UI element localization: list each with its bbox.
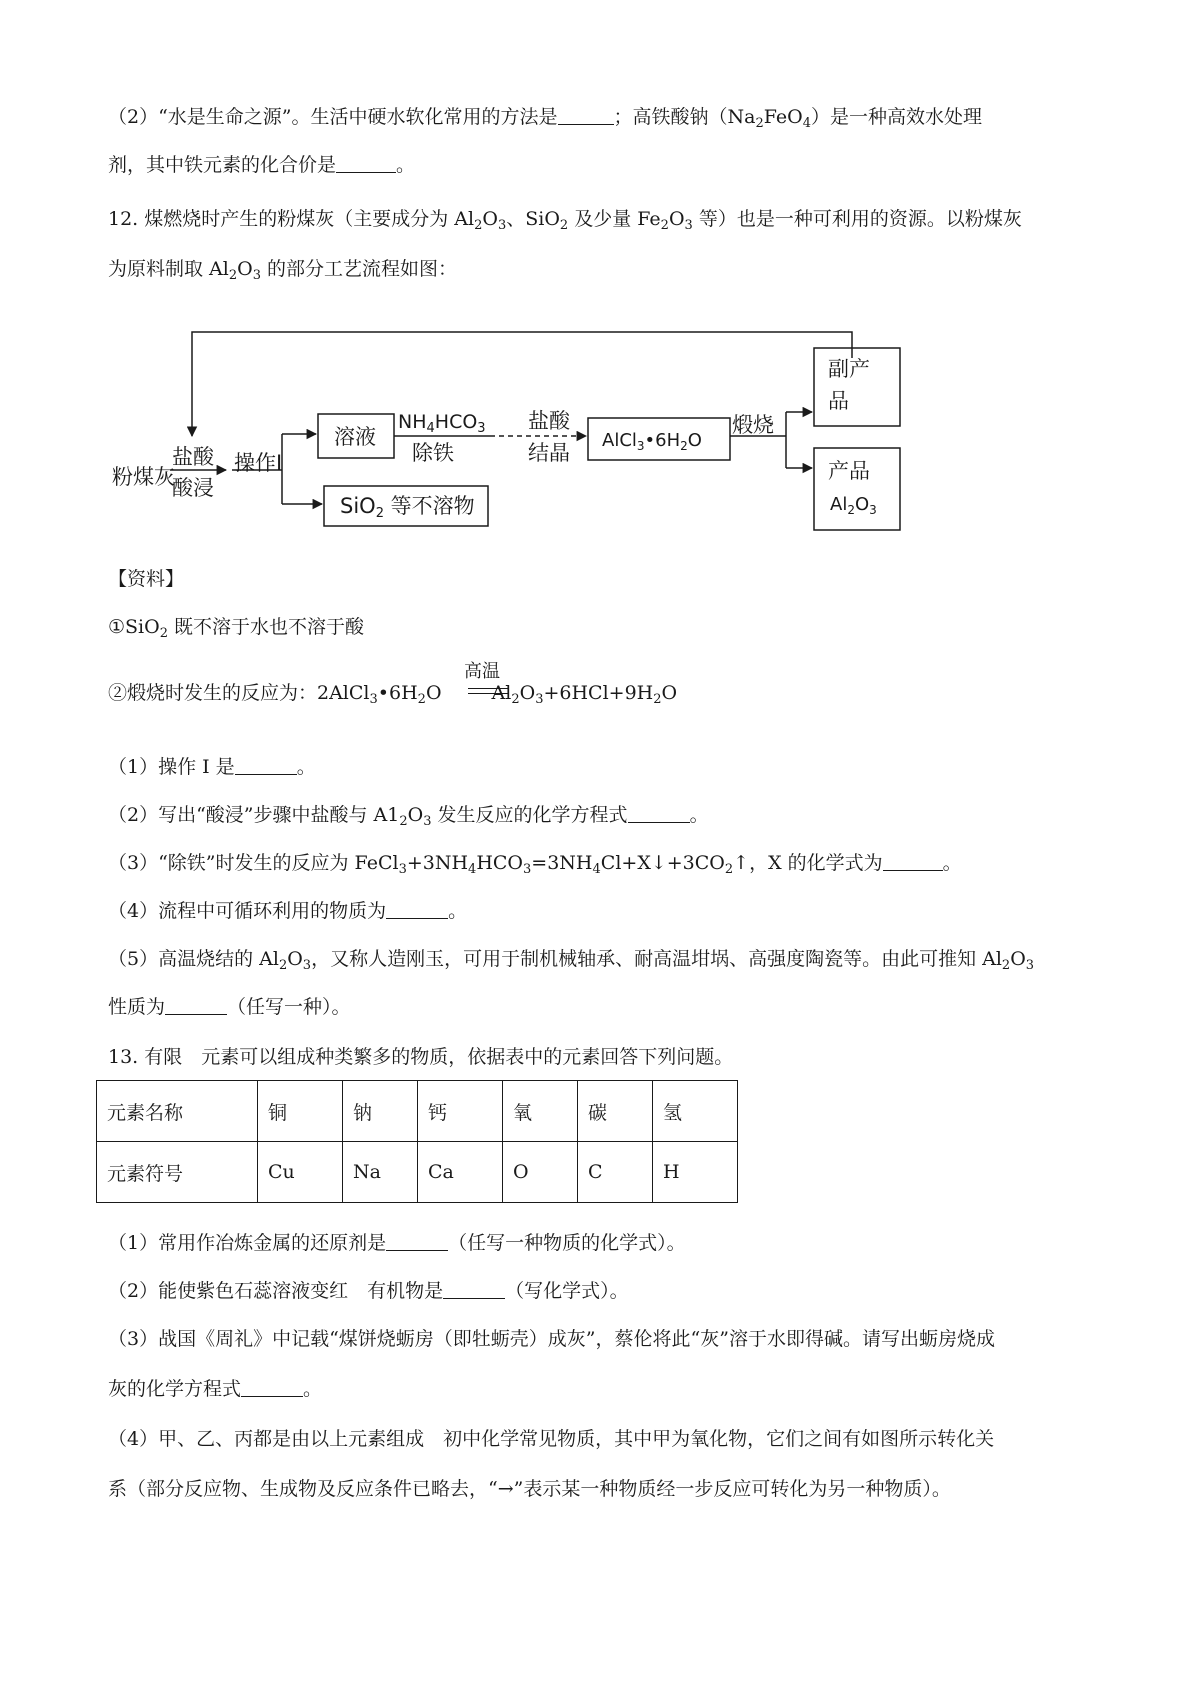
subscript: 3 xyxy=(252,268,261,283)
subscript: 3 xyxy=(302,958,312,973)
text: HCO xyxy=(476,852,524,874)
q12-sub1 xyxy=(108,754,316,780)
info-title: 【资料】 xyxy=(108,568,185,590)
subscript: 2 xyxy=(755,116,764,131)
text: （3）“除铁”时发生的反应为 FeCl xyxy=(108,852,399,874)
q13-sub1 xyxy=(108,1230,686,1256)
subscript: 2 xyxy=(159,626,168,641)
calcine-label: 煅烧 xyxy=(732,413,774,437)
text: （1）常用作冶炼金属的还原剂是 xyxy=(108,1232,387,1254)
operation-label: 操作I xyxy=(234,451,283,475)
text: ②煅烧时发生的反应为：2AlCl xyxy=(108,682,370,704)
subscript: 3 xyxy=(535,692,544,707)
text: 的部分工艺流程如图： xyxy=(260,258,458,280)
leach-label: 酸浸 xyxy=(172,476,214,500)
q13-sub4-line1: （4）甲、乙、丙都是由以上元素组成 初中化学常见物质，其中甲为氧化物，它们之间有如图所示转化关 xyxy=(108,1428,995,1450)
subscript: 3 xyxy=(369,692,378,707)
subscript: 2 xyxy=(399,814,408,829)
product-label-1: 产品 xyxy=(828,459,870,483)
text: 12. 煤燃烧时产生的粉煤灰（主要成分为 Al xyxy=(108,208,475,230)
subscript: 2 xyxy=(474,218,483,233)
q12-sub4 xyxy=(108,898,467,924)
text: 。 xyxy=(448,900,468,922)
reaction-condition: 高温 xyxy=(464,661,500,682)
equals-bar-top xyxy=(468,688,508,689)
subscript: 3 xyxy=(423,814,432,829)
text: 。 xyxy=(396,154,416,176)
table-cell: 碳 xyxy=(578,1081,653,1142)
text: （2）“水是生命之源”。生活中硬水软化常用的方法是 xyxy=(108,106,558,128)
text: O xyxy=(407,804,424,826)
table-cell: 钙 xyxy=(418,1081,503,1142)
text: Al xyxy=(491,682,512,704)
subscript: 2 xyxy=(228,268,238,283)
q13-intro: 13. 有限 元素可以组成种类繁多的物质，依据表中的元素回答下列问题。 xyxy=(108,1046,734,1068)
text: 发生反应的化学方程式 xyxy=(431,804,628,826)
crystallize-label: 结晶 xyxy=(528,441,570,465)
text: 及少量 Fe xyxy=(568,208,661,230)
text: （任写一种）。 xyxy=(227,996,351,1018)
text: （5）高温烧结的 Al xyxy=(108,948,279,970)
text: （1）操作 I 是 xyxy=(108,756,235,778)
text: O xyxy=(482,208,498,230)
subscript: 4 xyxy=(468,862,477,877)
table-cell: Ca xyxy=(418,1142,503,1203)
product-label-2: $Al_2O_3$ xyxy=(830,494,877,517)
text: O xyxy=(661,682,678,704)
table-cell: 钠 xyxy=(343,1081,418,1142)
hcl-label: 盐酸 xyxy=(528,409,570,433)
reagent-label: $NH_4HCO_3$ xyxy=(398,411,486,436)
subscript: 3 xyxy=(497,218,507,233)
text: 为原料制取 Al xyxy=(108,258,229,280)
equals-bar-bottom xyxy=(468,693,508,694)
answer-blank[interactable] xyxy=(165,996,227,1015)
text: ↑，X 的化学式为 xyxy=(733,852,883,874)
table-row xyxy=(97,1081,738,1142)
byproduct-label-2: 品 xyxy=(828,389,849,413)
subscript: 3 xyxy=(398,862,407,877)
remove-iron-label: 除铁 xyxy=(412,441,454,465)
text: Cl+X↓+3CO xyxy=(600,852,725,874)
q12-sub3 xyxy=(108,850,962,876)
q12-sub5 xyxy=(108,946,1034,972)
text: O xyxy=(1010,948,1026,970)
acid-label: 盐酸 xyxy=(172,445,214,469)
text: O xyxy=(425,682,442,704)
text: 。 xyxy=(942,852,962,874)
solution-label: 溶液 xyxy=(334,425,376,449)
q12-sub2 xyxy=(108,802,709,828)
table-cell: 铜 xyxy=(258,1081,343,1142)
answer-blank[interactable] xyxy=(386,900,448,919)
text: 、SiO xyxy=(506,208,560,230)
subscript: 2 xyxy=(417,692,426,707)
text: 既不溶于水也不溶于酸 xyxy=(167,616,365,638)
text: 灰的化学方程式 xyxy=(108,1378,242,1400)
subscript: 2 xyxy=(1001,958,1011,973)
answer-blank[interactable] xyxy=(443,1280,505,1299)
subscript: 2 xyxy=(724,862,734,877)
raw-material-label: 粉煤灰 xyxy=(112,465,175,489)
text: （2）写出“酸浸”步骤中盐酸与 A1 xyxy=(108,804,400,826)
table-cell: 元素符号 xyxy=(97,1142,258,1203)
table-cell: Cu xyxy=(258,1142,343,1203)
info-2-equation xyxy=(108,680,677,706)
text: （4）流程中可循环利用的物质为 xyxy=(108,900,387,922)
table-cell: C xyxy=(578,1142,653,1203)
q13-sub2 xyxy=(108,1278,629,1304)
subscript: 3 xyxy=(1025,958,1035,973)
text: 性质为 xyxy=(108,996,166,1018)
info-1 xyxy=(108,614,364,640)
insoluble-label: SiO2 等不溶物 xyxy=(340,494,475,521)
text: +6HCl+9H xyxy=(543,682,654,704)
table-cell: 元素名称 xyxy=(97,1081,258,1142)
subscript: 2 xyxy=(559,218,569,233)
text: O xyxy=(668,208,685,230)
q13-sub4-line2: 系（部分反应物、生成物及反应条件已略去，“→”表示某一种物质经一步反应可转化为另一种物质）。 xyxy=(108,1478,951,1500)
byproduct-label-1: 副产 xyxy=(828,357,870,381)
text: （写化学式）。 xyxy=(505,1280,629,1302)
table-cell: H xyxy=(653,1142,738,1203)
table-cell: 氧 xyxy=(503,1081,578,1142)
text: 。 xyxy=(689,804,709,826)
text: FeO xyxy=(763,106,803,128)
answer-blank[interactable] xyxy=(241,1378,303,1397)
table-cell: Na xyxy=(343,1142,418,1203)
subscript: 3 xyxy=(684,218,693,233)
answer-blank[interactable] xyxy=(386,1232,448,1251)
q13-sub3-line1: （3）战国《周礼》中记载“煤饼烧蛎房（即牡蛎壳）成灰”，蔡伦将此“灰”溶于水即得碱。请写出蛎房烧成 xyxy=(108,1328,995,1350)
text: ；高铁酸钠（Na xyxy=(613,106,756,128)
text: （任写一种物质的化学式）。 xyxy=(448,1232,686,1254)
q13-sub3-line2 xyxy=(108,1376,322,1402)
text: O xyxy=(237,258,253,280)
text: =3NH xyxy=(531,852,593,874)
subscript: 2 xyxy=(511,692,520,707)
text: 剂，其中铁元素的化合价是 xyxy=(108,154,337,176)
text: +3NH xyxy=(406,852,469,874)
text: O xyxy=(519,682,536,704)
text: 。 xyxy=(303,1378,323,1400)
subscript: 2 xyxy=(660,218,669,233)
subscript: 2 xyxy=(653,692,662,707)
table-cell: O xyxy=(503,1142,578,1203)
text: ①SiO xyxy=(108,616,160,638)
element-table xyxy=(96,1080,738,1203)
subscript: 4 xyxy=(592,862,601,877)
text: （2）能使紫色石蕊溶液变红 有机物是 xyxy=(108,1280,444,1302)
answer-blank[interactable] xyxy=(235,756,297,775)
text: •6H xyxy=(377,682,418,704)
text: ，又称人造刚玉，可用于制机械轴承、耐高温坩埚、高强度陶瓷等。由此可推知 Al xyxy=(311,948,1002,970)
subscript: 3 xyxy=(523,862,532,877)
answer-blank[interactable] xyxy=(628,804,690,823)
table-cell: 氢 xyxy=(653,1081,738,1142)
text: 。 xyxy=(296,756,316,778)
table-row xyxy=(97,1142,738,1203)
subscript: 2 xyxy=(278,958,288,973)
text: ）是一种高效水处理 xyxy=(811,106,983,128)
alcl3-label: $AlCl_3•6H_2O$ xyxy=(602,430,702,453)
q12-sub5-line2 xyxy=(108,994,351,1020)
answer-blank[interactable] xyxy=(883,852,943,871)
text: 等）也是一种可利用的资源。以粉煤灰 xyxy=(692,208,1022,230)
subscript: 4 xyxy=(802,116,812,131)
text: O xyxy=(287,948,303,970)
